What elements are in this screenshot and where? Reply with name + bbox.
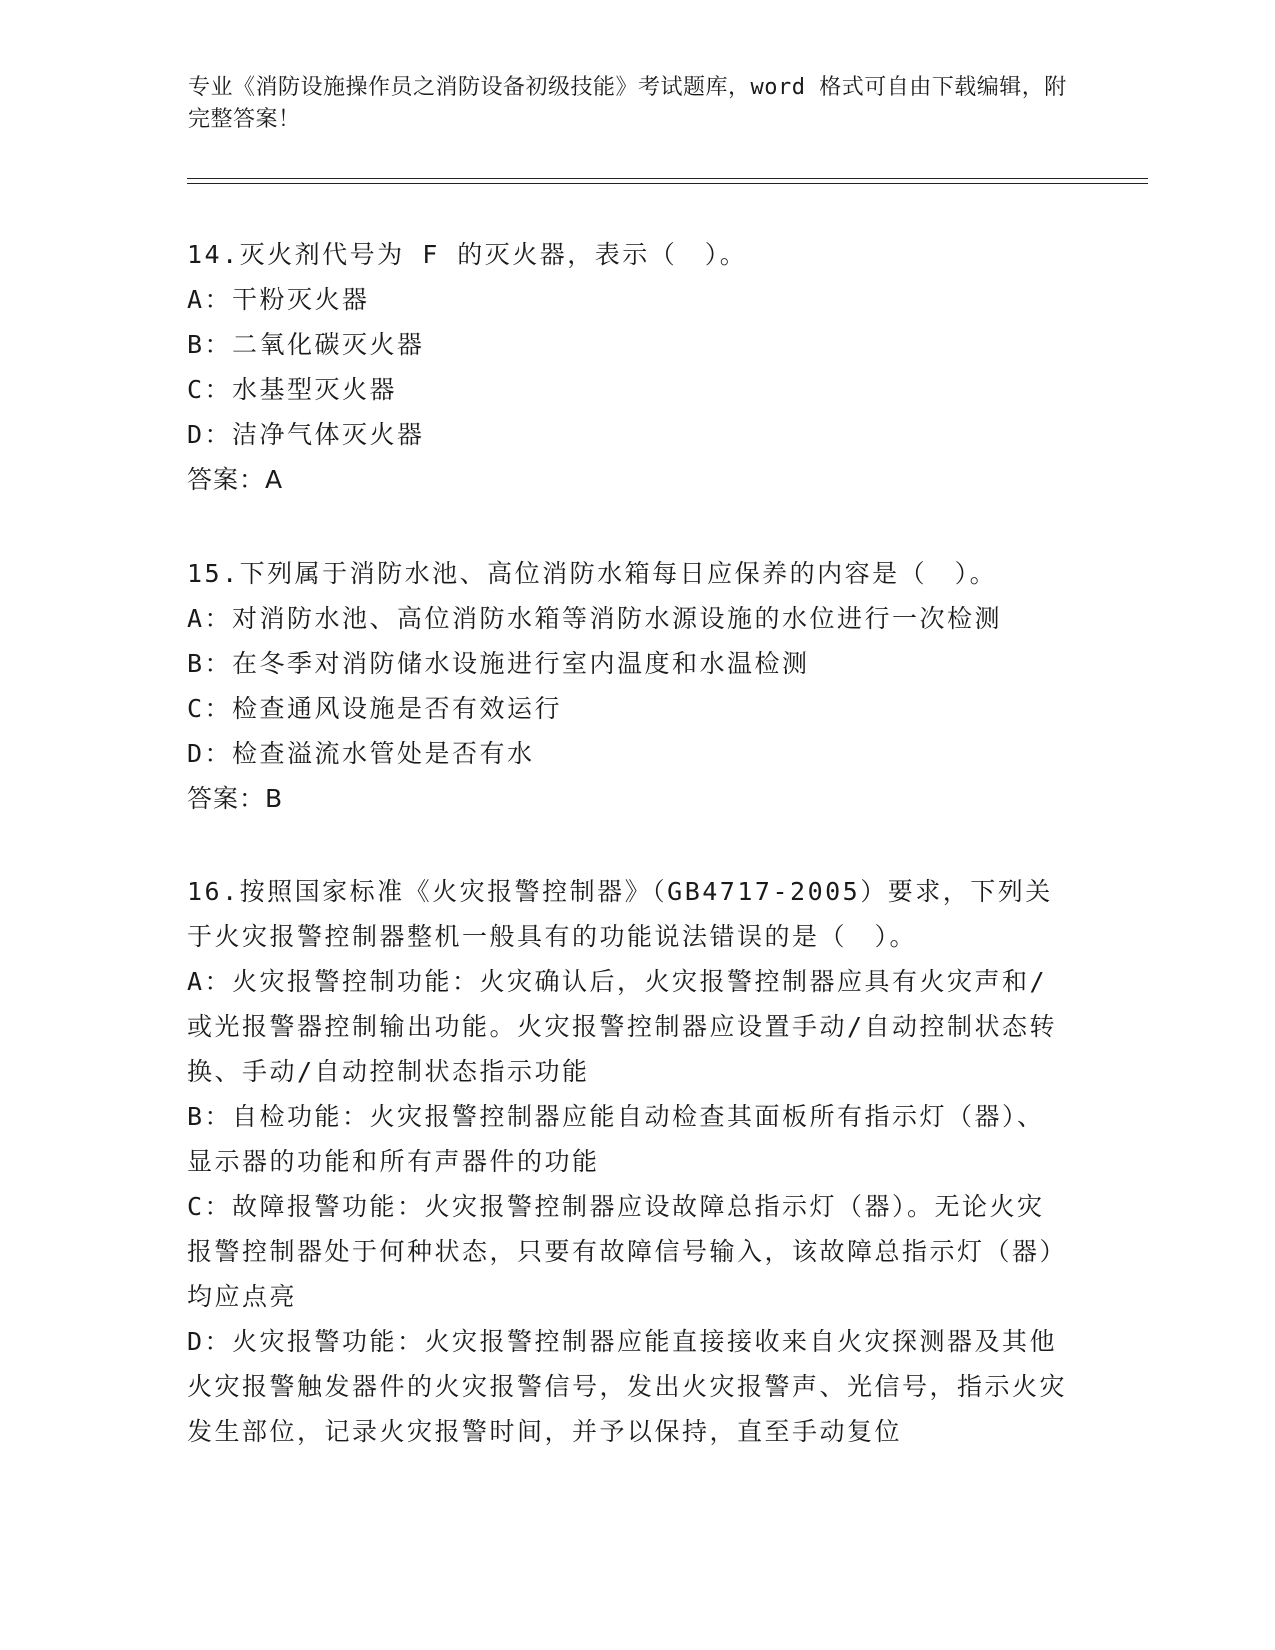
header-text: 专业《消防设施操作员之消防设备初级技能》考试题库，word 格式可自由下载编辑，附完整答案！ (188, 75, 1067, 132)
option-b: B：二氧化碳灭火器 (187, 330, 425, 359)
option-a: A：干粉灭火器 (187, 285, 370, 314)
option-c: C：故障报警功能：火灾报警控制器应设故障总指示灯（器）。无论火灾报警控制器处于何种状态，只要有故障信号输入，该故障总指示灯（器）均应点亮 (187, 1192, 1068, 1311)
question-16 (187, 869, 1067, 1454)
question-stem: 14.灭火剂代号为 F 的灭火器，表示（ ）。 (187, 240, 748, 269)
question-stem: 16.按照国家标准《火灾报警控制器》（GB4717-2005）要求，下列关于火灾报警控制器整机一般具有的功能说法错误的是（ ）。 (187, 877, 1053, 951)
header-rule-bottom (187, 183, 1148, 184)
option-a: A：对消防水池、高位消防水箱等消防水源设施的水位进行一次检测 (187, 604, 1003, 633)
answer-line: 答案：B (187, 784, 284, 813)
answer-line: 答案：A (187, 465, 284, 494)
option-d: D：检查溢流水管处是否有水 (187, 739, 535, 768)
document-header (188, 72, 1068, 136)
question-stem: 15.下列属于消防水池、高位消防水箱每日应保养的内容是（ ）。 (187, 559, 998, 588)
question-14 (187, 232, 1067, 502)
option-b: B：自检功能：火灾报警控制器应能自动检查其面板所有指示灯（器）、显示器的功能和所有声器件的功能 (187, 1102, 1045, 1176)
option-a: A：火灾报警控制功能：火灾确认后，火灾报警控制器应具有火灾声和/或光报警器控制输出功能。火灾报警控制器应设置手动/自动控制状态转换、手动/自动控制状态指示功能 (187, 967, 1058, 1086)
header-rule-top (187, 178, 1148, 179)
option-b: B：在冬季对消防储水设施进行室内温度和水温检测 (187, 649, 810, 678)
option-c: C：水基型灭火器 (187, 375, 398, 404)
option-d: D：火灾报警功能：火灾报警控制器应能直接接收来自火灾探测器及其他火灾报警触发器件的火灾报警信号，发出火灾报警声、光信号，指示火灾发生部位，记录火灾报警时间，并予以保持，直至手动复位 (187, 1327, 1068, 1446)
question-15 (187, 551, 1067, 821)
option-c: C：检查通风设施是否有效运行 (187, 694, 563, 723)
option-d: D：洁净气体灭火器 (187, 420, 425, 449)
